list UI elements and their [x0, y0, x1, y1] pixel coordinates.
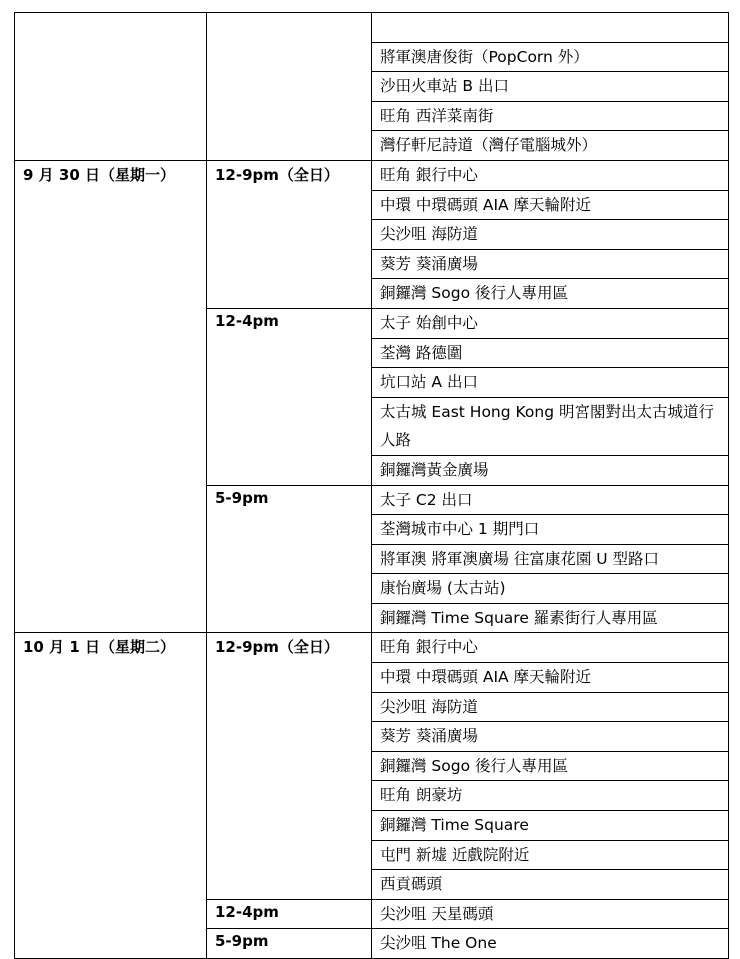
time-slot-cell: 5-9pm [207, 929, 372, 959]
location-cell: 太子 C2 出口 [372, 485, 729, 515]
location-cell: 中環 中環碼頭 AIA 摩天輪附近 [372, 663, 729, 693]
location-cell: 旺角 銀行中心 [372, 633, 729, 663]
location-cell: 灣仔軒尼詩道（灣仔電腦城外） [372, 131, 729, 161]
location-cell: 旺角 朗豪坊 [372, 781, 729, 811]
time-slot-cell: 12-9pm（全日） [207, 160, 372, 308]
time-slot-cell [207, 13, 372, 161]
date-cell: 10 月 1 日（星期二） [15, 633, 207, 959]
location-cell: 葵芳 葵涌廣場 [372, 249, 729, 279]
time-slot-cell: 5-9pm [207, 485, 372, 633]
location-cell: 銅鑼灣 Sogo 後行人專用區 [372, 279, 729, 309]
location-cell: 將軍澳 將軍澳廣場 往富康花園 U 型路口 [372, 544, 729, 574]
location-cell: 尖沙咀 The One [372, 929, 729, 959]
location-cell: 旺角 西洋菜南街 [372, 101, 729, 131]
table-row [15, 633, 729, 663]
location-cell: 尖沙咀 海防道 [372, 220, 729, 250]
location-cell: 將軍澳唐俊街（PopCorn 外） [372, 42, 729, 72]
date-cell [15, 13, 207, 161]
location-cell: 太古城 East Hong Kong 明宮閣對出太古城道行人路 [372, 397, 729, 455]
location-cell: 尖沙咀 海防道 [372, 692, 729, 722]
location-cell: 銅鑼灣 Sogo 後行人專用區 [372, 751, 729, 781]
location-cell: 旺角 銀行中心 [372, 160, 729, 190]
location-cell: 荃灣 路德圍 [372, 338, 729, 368]
time-slot-cell: 12-4pm [207, 899, 372, 929]
time-slot-cell: 12-4pm [207, 308, 372, 485]
location-cell: 銅鑼灣 Time Square [372, 811, 729, 841]
location-cell: 坑口站 A 出口 [372, 368, 729, 398]
location-cell: 中環 中環碼頭 AIA 摩天輪附近 [372, 190, 729, 220]
location-cell: 康怡廣場 (太古站) [372, 574, 729, 604]
location-cell: 尖沙咀 天星碼頭 [372, 899, 729, 929]
location-cell: 葵芳 葵涌廣場 [372, 722, 729, 752]
location-cell: 西貢碼頭 [372, 870, 729, 900]
location-cell: 沙田火車站 B 出口 [372, 72, 729, 102]
location-cell: 太子 始創中心 [372, 308, 729, 338]
location-cell: 屯門 新墟 近戲院附近 [372, 840, 729, 870]
date-cell: 9 月 30 日（星期一） [15, 160, 207, 633]
location-cell [372, 13, 729, 43]
location-cell: 荃灣城市中心 1 期門口 [372, 515, 729, 545]
location-cell: 銅鑼灣黃金廣場 [372, 455, 729, 485]
table-row [15, 13, 729, 43]
table-row [15, 160, 729, 190]
location-cell: 銅鑼灣 Time Square 羅素街行人專用區 [372, 603, 729, 633]
schedule-table [14, 12, 729, 959]
time-slot-cell: 12-9pm（全日） [207, 633, 372, 899]
